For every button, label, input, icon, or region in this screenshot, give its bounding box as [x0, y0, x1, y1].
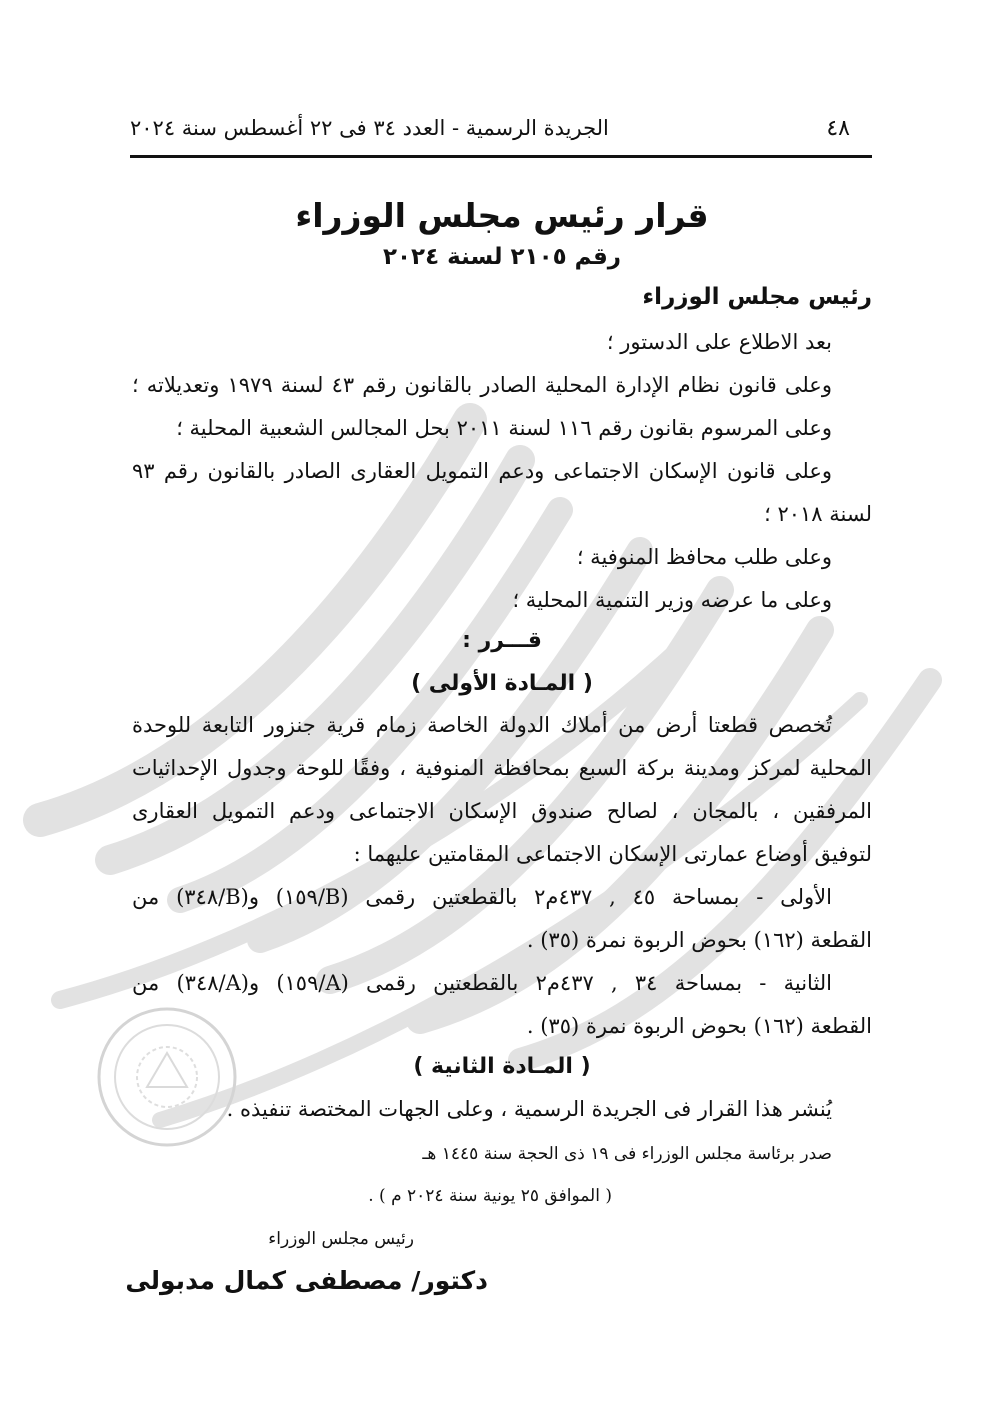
article-1-line: تُخصص قطعتا أرض من أملاك الدولة الخاصة زمام قرية جنزور التابعة للوحدة — [132, 713, 832, 737]
decree-number: رقم ٢١٠٥ لسنة ٢٠٢٤ — [382, 244, 622, 270]
article-2-text: يُنشر هذا القرار فى الجريدة الرسمية ، وعلى الجهات المختصة تنفيذه . — [226, 1097, 832, 1121]
signatory-name: دكتور/ مصطفى كمال مدبولى — [125, 1266, 488, 1295]
preamble-line: وعلى قانون الإسكان الاجتماعى ودعم التمويل العقارى الصادر بالقانون رقم ٩٣ — [132, 459, 832, 483]
article-1-second-plot: الثانية - بمساحة ٣٤ , ٤٣٧م٢ بالقطعتين رقمى (A/١٥٩) و(A/٣٤٨) من — [132, 971, 833, 995]
article-1-line: المرفقين ، بالمجان ، لصالح صندوق الإسكان الاجتماعى ودعم التمويل العقارى — [132, 799, 872, 823]
preamble-line: وعلى المرسوم بقانون رقم ١١٦ لسنة ٢٠١١ بحل المجالس الشعبية المحلية ؛ — [176, 416, 832, 440]
page-number: ٤٨ — [826, 116, 850, 141]
signature-role: رئيس مجلس الوزراء — [268, 1229, 414, 1249]
gazette-issue-line: الجريدة الرسمية - العدد ٣٤ فى ٢٢ أغسطس سنة ٢٠٢٤ — [130, 116, 609, 140]
page-header — [130, 116, 872, 150]
preamble-line: لسنة ٢٠١٨ ؛ — [764, 502, 872, 526]
article-1-heading: ( المـادة الأولى ) — [411, 671, 593, 696]
article-1-first-plot: الأولى - بمساحة ٤٥ , ٤٣٧م٢ بالقطعتين رقمى (B/١٥٩) و(B/٣٤٨) من — [132, 885, 832, 909]
article-1-line: المحلية لمركز ومدينة بركة السبع بمحافظة المنوفية ، وفقًا للوحة وجدول الإحداثيات — [132, 756, 872, 780]
preamble-line: وعلى ما عرضه وزير التنمية المحلية ؛ — [512, 588, 832, 612]
article-1-line: لتوفيق أوضاع عمارتى الإسكان الاجتماعى المقامتين عليهما : — [353, 842, 872, 866]
decree-title: قرار رئيس مجلس الوزراء — [295, 196, 709, 235]
preamble-line: بعد الاطلاع على الدستور ؛ — [606, 330, 832, 354]
official-seal — [95, 1005, 240, 1150]
article-1-line: القطعة (١٦٢) بحوض الربوة نمرة (٣٥) . — [526, 1014, 872, 1038]
preamble-line: وعلى طلب محافظ المنوفية ؛ — [576, 545, 832, 569]
article-2-heading: ( المـادة الثانية ) — [413, 1054, 591, 1079]
preamble-line: وعلى قانون نظام الإدارة المحلية الصادر بالقانون رقم ٤٣ لسنة ١٩٧٩ وتعديلاته ؛ — [132, 373, 832, 397]
issued-date: صدر برئاسة مجلس الوزراء فى ١٩ ذى الحجة سنة ١٤٤٥ هـ — [422, 1144, 832, 1164]
header-divider — [130, 155, 872, 158]
decided-label: قـــرر : — [462, 628, 542, 653]
preamble-issuer: رئيس مجلس الوزراء — [642, 284, 872, 310]
article-1-line: القطعة (١٦٢) بحوض الربوة نمرة (٣٥) . — [526, 928, 872, 952]
gregorian-date: ( الموافق ٢٥ يونية سنة ٢٠٢٤ م ) . — [368, 1186, 612, 1206]
